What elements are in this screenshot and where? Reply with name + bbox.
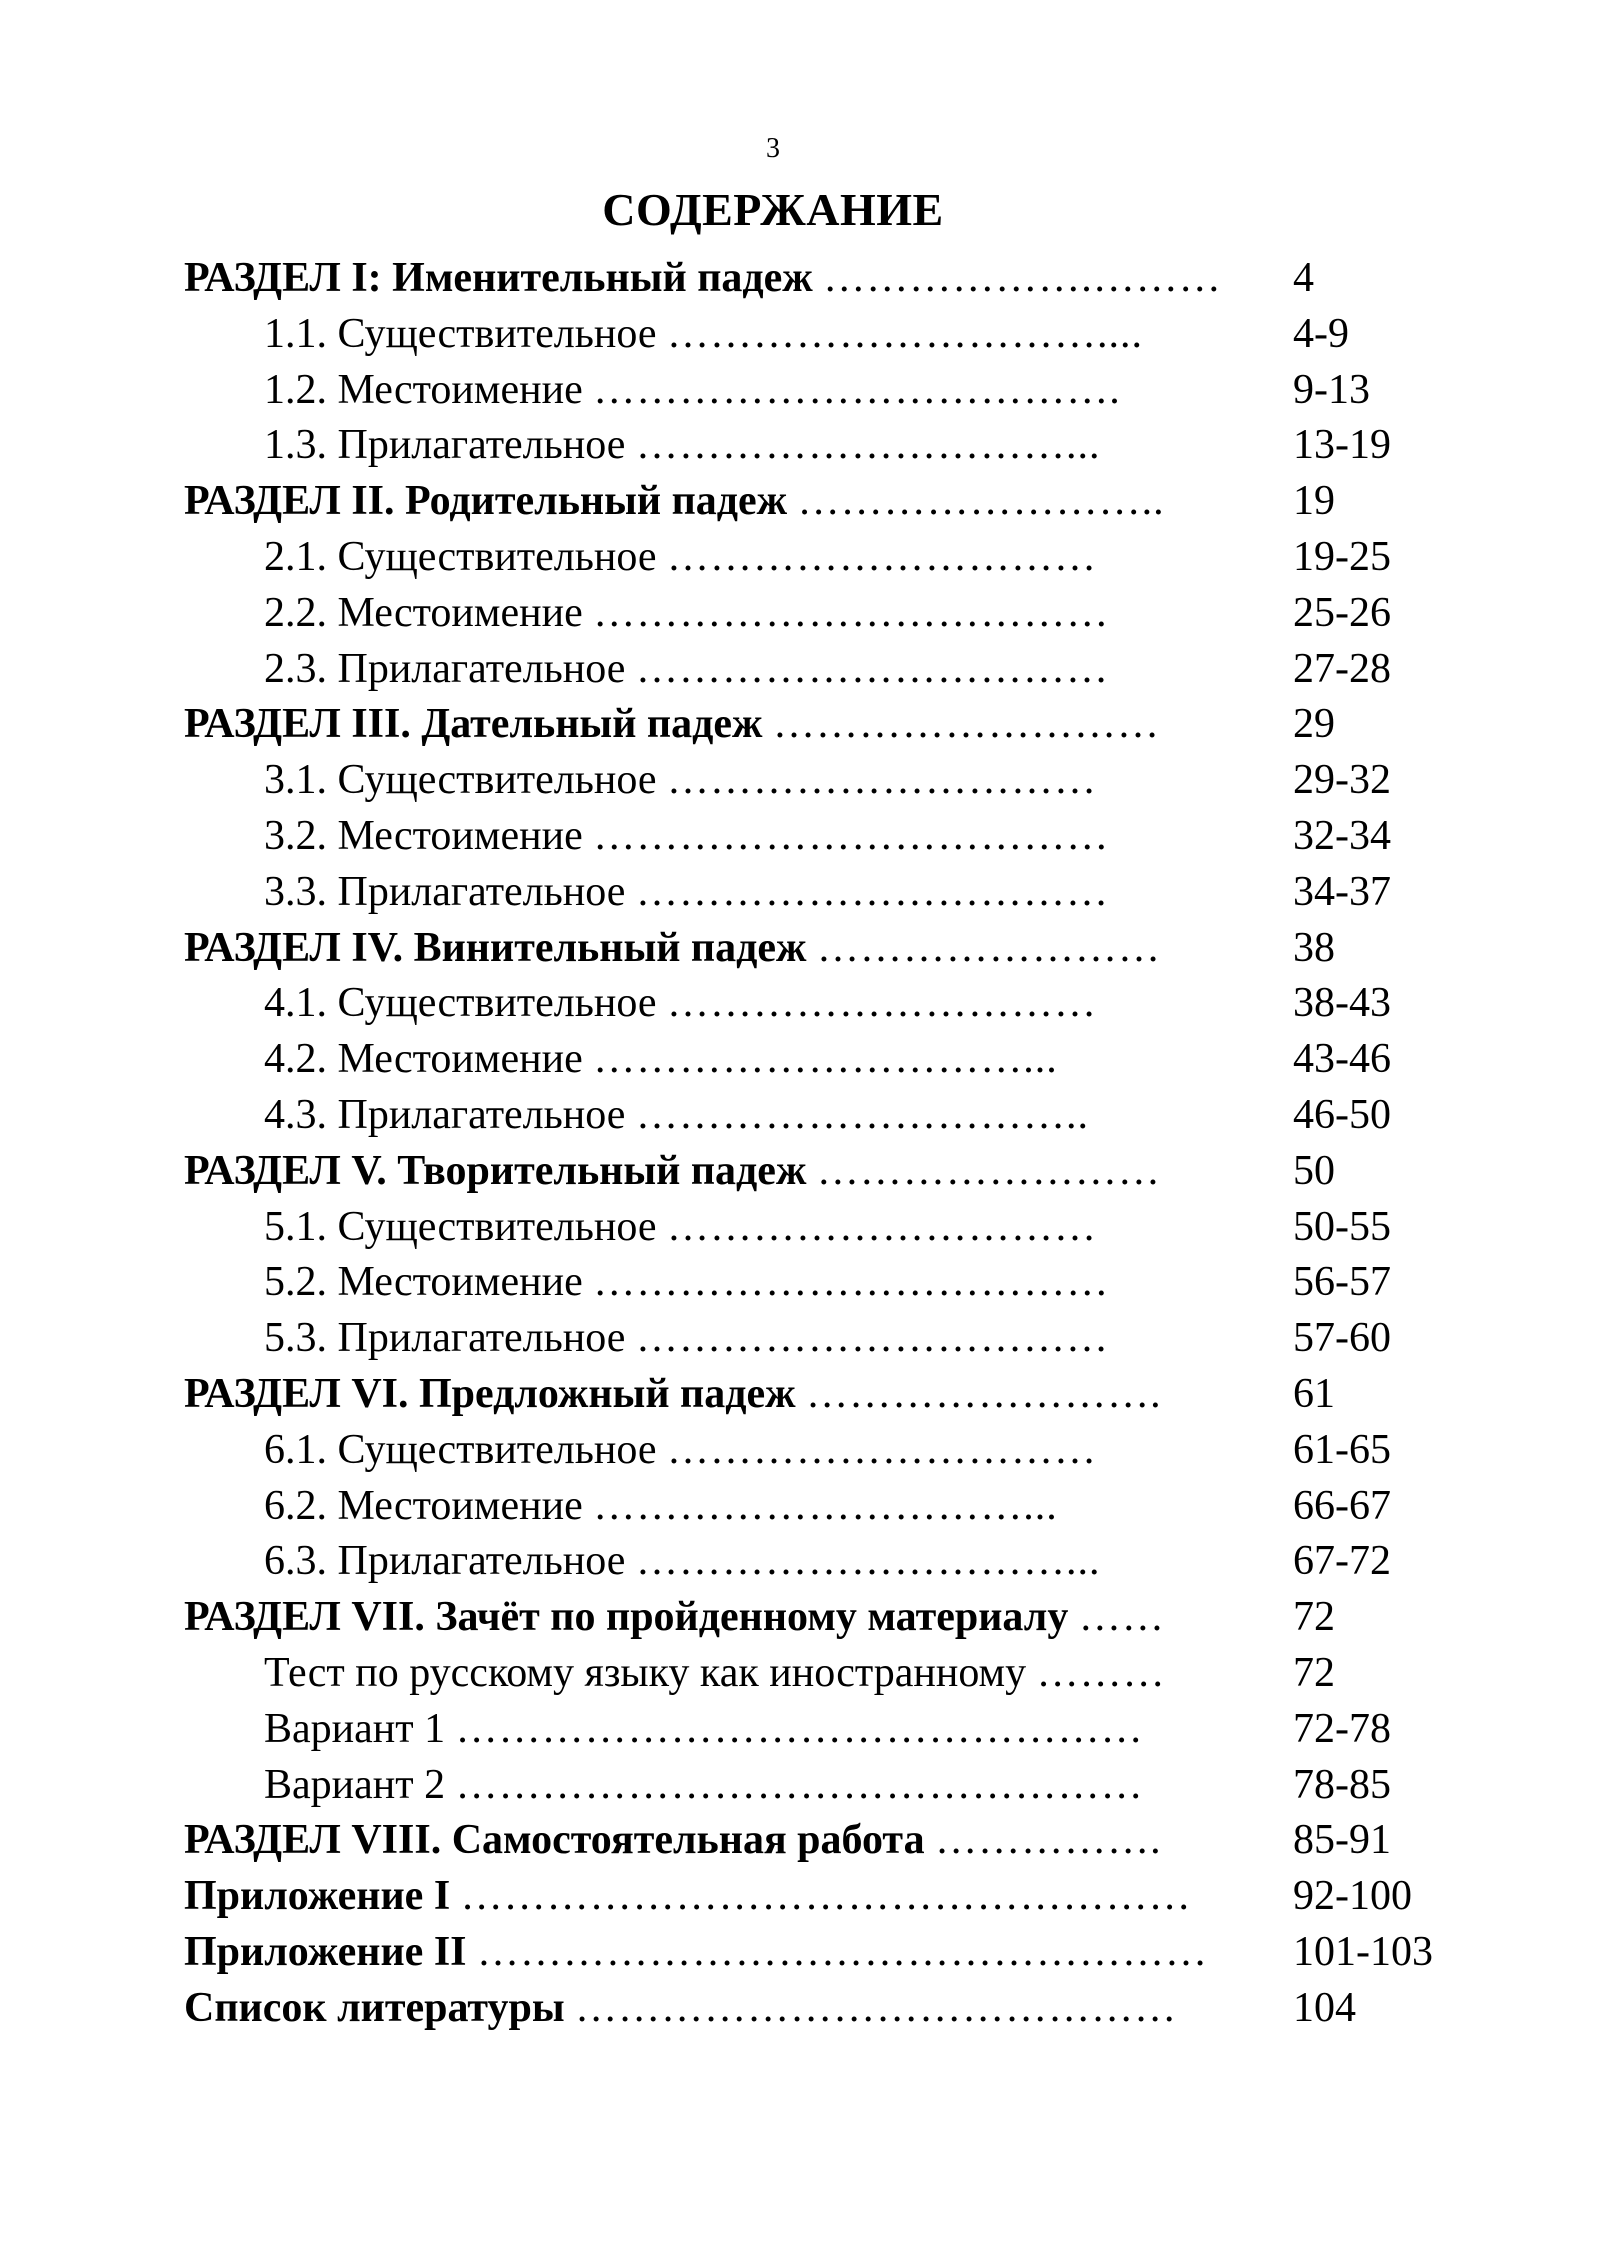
- toc-leader-dots: …………….: [935, 1817, 1162, 1864]
- toc-entry: [184, 1367, 1464, 1423]
- toc-entry: [184, 1981, 1464, 2037]
- toc-leader-dots: …………………………: [667, 533, 1098, 580]
- toc-entry: [184, 1646, 1464, 1702]
- toc-entry-label: РАЗДЕЛ VI. Предложный падеж: [184, 1370, 796, 1417]
- toc-leader-dots: ……………………..: [797, 478, 1165, 525]
- page-number: 3: [766, 133, 780, 164]
- toc-entry: [184, 809, 1464, 865]
- toc-leader-dots: ………………………………: [593, 1259, 1110, 1306]
- toc-entry: [184, 251, 1464, 307]
- toc-leader-dots: ……………………………: [635, 868, 1109, 915]
- toc-entry: [184, 1813, 1464, 1869]
- toc-entry-label: 3.3. Прилагательное: [264, 868, 626, 915]
- toc-entry-page: 32-34: [1293, 812, 1391, 859]
- toc-leader-dots: …………………………………………: [455, 1761, 1144, 1808]
- toc-entry-label: 1.3. Прилагательное: [264, 422, 626, 469]
- toc-leader-dots: ……………………………….: [593, 366, 1121, 413]
- toc-entry-page: 43-46: [1293, 1036, 1391, 1083]
- toc-entry-label: Тест по русскому языку как иностранному: [264, 1649, 1027, 1696]
- toc-entry-label: РАЗДЕЛ VIII. Самостоятельная работа: [184, 1817, 925, 1864]
- toc-entry-page: 9-13: [1293, 366, 1370, 413]
- toc-leader-dots: ………: [1036, 1649, 1166, 1696]
- toc-entry-label: 5.3. Прилагательное: [264, 1315, 626, 1362]
- toc-entry: [184, 307, 1464, 363]
- page-title: СОДЕРЖАНИЕ: [602, 184, 944, 235]
- toc-entry-page: 61: [1293, 1370, 1335, 1417]
- toc-entry: [184, 474, 1464, 530]
- toc-entry-page: 78-85: [1293, 1761, 1391, 1808]
- toc-entry: [184, 530, 1464, 586]
- toc-entry-label: 3.2. Местоимение: [264, 812, 583, 859]
- toc-entry: [184, 1311, 1464, 1367]
- toc-entry-page: 72: [1293, 1649, 1335, 1696]
- toc-entry-label: РАЗДЕЛ VII. Зачёт по пройденному материалу: [184, 1594, 1069, 1641]
- toc-leader-dots: …………………………..: [635, 1091, 1089, 1138]
- toc-leader-dots: …………………………: [667, 757, 1098, 804]
- table-of-contents: [184, 251, 1464, 2037]
- toc-leader-dots: …………………….: [806, 1370, 1162, 1417]
- toc-entry: [184, 1925, 1464, 1981]
- toc-leader-dots: ……………………………: [635, 645, 1109, 692]
- toc-leader-dots: ………………………………: [593, 812, 1110, 859]
- toc-entry: [184, 753, 1464, 809]
- toc-entry: [184, 1088, 1464, 1144]
- toc-entry: [184, 1255, 1464, 1311]
- toc-entry-label: 2.3. Прилагательное: [264, 645, 626, 692]
- toc-leader-dots: ……………………………………………: [477, 1928, 1209, 1975]
- toc-entry: [184, 1534, 1464, 1590]
- toc-entry-label: 6.1. Существительное: [264, 1426, 657, 1473]
- toc-entry-label: РАЗДЕЛ IV. Винительный падеж: [184, 924, 807, 971]
- toc-entry-label: 5.1. Существительное: [264, 1203, 657, 1250]
- toc-entry-page: 29-32: [1293, 757, 1391, 804]
- toc-entry-label: РАЗДЕЛ III. Дательный падеж: [184, 701, 763, 748]
- toc-entry-label: Вариант 2: [264, 1761, 446, 1808]
- toc-entry-page: 104: [1293, 1984, 1356, 2031]
- toc-entry-page: 50: [1293, 1147, 1335, 1194]
- toc-entry-label: 2.2. Местоимение: [264, 589, 583, 636]
- toc-entry: [184, 586, 1464, 642]
- toc-entry: [184, 418, 1464, 474]
- toc-entry-page: 46-50: [1293, 1091, 1391, 1138]
- toc-leader-dots: …………………………...: [593, 1036, 1058, 1083]
- toc-entry-label: РАЗДЕЛ II. Родительный падеж: [184, 478, 788, 525]
- toc-entry-label: 4.1. Существительное: [264, 980, 657, 1027]
- toc-entry-label: Приложение II: [184, 1928, 467, 1975]
- toc-entry-page: 66-67: [1293, 1482, 1391, 1529]
- toc-entry-page: 4: [1293, 255, 1314, 301]
- toc-entry-page: 85-91: [1293, 1817, 1391, 1864]
- toc-entry-page: 50-55: [1293, 1203, 1391, 1250]
- toc-entry: [184, 1144, 1464, 1200]
- toc-entry-page: 67-72: [1293, 1538, 1391, 1585]
- toc-entry: [184, 363, 1464, 419]
- toc-entry-page: 34-37: [1293, 868, 1391, 915]
- toc-entry-label: 6.2. Местоимение: [264, 1482, 583, 1529]
- toc-entry: [184, 1423, 1464, 1479]
- toc-leader-dots: …………………………: [667, 1203, 1098, 1250]
- toc-leader-dots: …………………………....: [667, 310, 1144, 357]
- toc-entry-page: 38: [1293, 924, 1335, 971]
- toc-entry-page: 4-9: [1293, 310, 1349, 357]
- toc-leader-dots: ……………………: [816, 1147, 1161, 1194]
- toc-entry: [184, 865, 1464, 921]
- toc-leader-dots: ……………….………: [823, 255, 1222, 301]
- toc-entry: [184, 1758, 1464, 1814]
- toc-entry: [184, 1590, 1464, 1646]
- toc-leader-dots: …………………………...: [635, 1538, 1101, 1585]
- toc-entry-page: 61-65: [1293, 1426, 1391, 1473]
- toc-entry-label: 6.3. Прилагательное: [264, 1538, 626, 1585]
- toc-entry-page: 101-103: [1293, 1928, 1433, 1975]
- toc-entry: [184, 1869, 1464, 1925]
- toc-leader-dots: ……………………………: [635, 1315, 1109, 1362]
- toc-leader-dots: ………………………: [772, 701, 1160, 748]
- toc-entry-label: 5.2. Местоимение: [264, 1259, 583, 1306]
- toc-entry-page: 29: [1293, 701, 1335, 748]
- toc-leader-dots: …………………………...: [593, 1482, 1058, 1529]
- toc-leader-dots: …………………………: [667, 1426, 1098, 1473]
- toc-leader-dots: …………………………...: [635, 422, 1101, 469]
- toc-entry-page: 19-25: [1293, 533, 1391, 580]
- toc-entry-page: 57-60: [1293, 1315, 1391, 1362]
- toc-leader-dots: …………………………: [667, 980, 1098, 1027]
- toc-entry: [184, 1479, 1464, 1535]
- toc-entry: [184, 1200, 1464, 1256]
- toc-entry-page: 19: [1293, 478, 1335, 525]
- toc-entry-label: Список литературы: [184, 1984, 565, 2031]
- toc-entry-page: 38-43: [1293, 980, 1391, 1027]
- toc-entry-page: 72-78: [1293, 1705, 1391, 1752]
- toc-entry-label: 2.1. Существительное: [264, 533, 657, 580]
- toc-entry-label: Приложение I: [184, 1873, 451, 1920]
- toc-leader-dots: ……………………: [816, 924, 1161, 971]
- toc-entry-page: 13-19: [1293, 422, 1391, 469]
- toc-leader-dots: ………………………………: [593, 589, 1110, 636]
- toc-entry-page: 56-57: [1293, 1259, 1391, 1306]
- toc-entry-label: 4.3. Прилагательное: [264, 1091, 626, 1138]
- toc-entry-page: 27-28: [1293, 645, 1391, 692]
- toc-entry-page: 25-26: [1293, 589, 1391, 636]
- toc-entry-label: РАЗДЕЛ I: Именительный падеж: [184, 255, 813, 301]
- toc-leader-dots: ……………………………………………: [460, 1873, 1192, 1920]
- toc-entry: [184, 976, 1464, 1032]
- toc-entry-page: 92-100: [1293, 1873, 1412, 1920]
- toc-entry: [184, 642, 1464, 698]
- toc-entry: [184, 1032, 1464, 1088]
- toc-entry: [184, 1702, 1464, 1758]
- toc-entry-label: 4.2. Местоимение: [264, 1036, 583, 1083]
- toc-entry-label: 1.1. Существительное: [264, 310, 657, 357]
- toc-leader-dots: ……………………………………: [575, 1984, 1178, 2031]
- toc-leader-dots: ……: [1078, 1594, 1165, 1641]
- toc-entry-page: 72: [1293, 1594, 1335, 1641]
- toc-entry-label: 1.2. Местоимение: [264, 366, 583, 413]
- toc-entry: [184, 921, 1464, 977]
- toc-leader-dots: …………………………………………: [455, 1705, 1144, 1752]
- toc-entry: [184, 697, 1464, 753]
- toc-entry-label: Вариант 1: [264, 1705, 446, 1752]
- toc-entry-label: РАЗДЕЛ V. Творительный падеж: [184, 1147, 807, 1194]
- toc-entry-label: 3.1. Существительное: [264, 757, 657, 804]
